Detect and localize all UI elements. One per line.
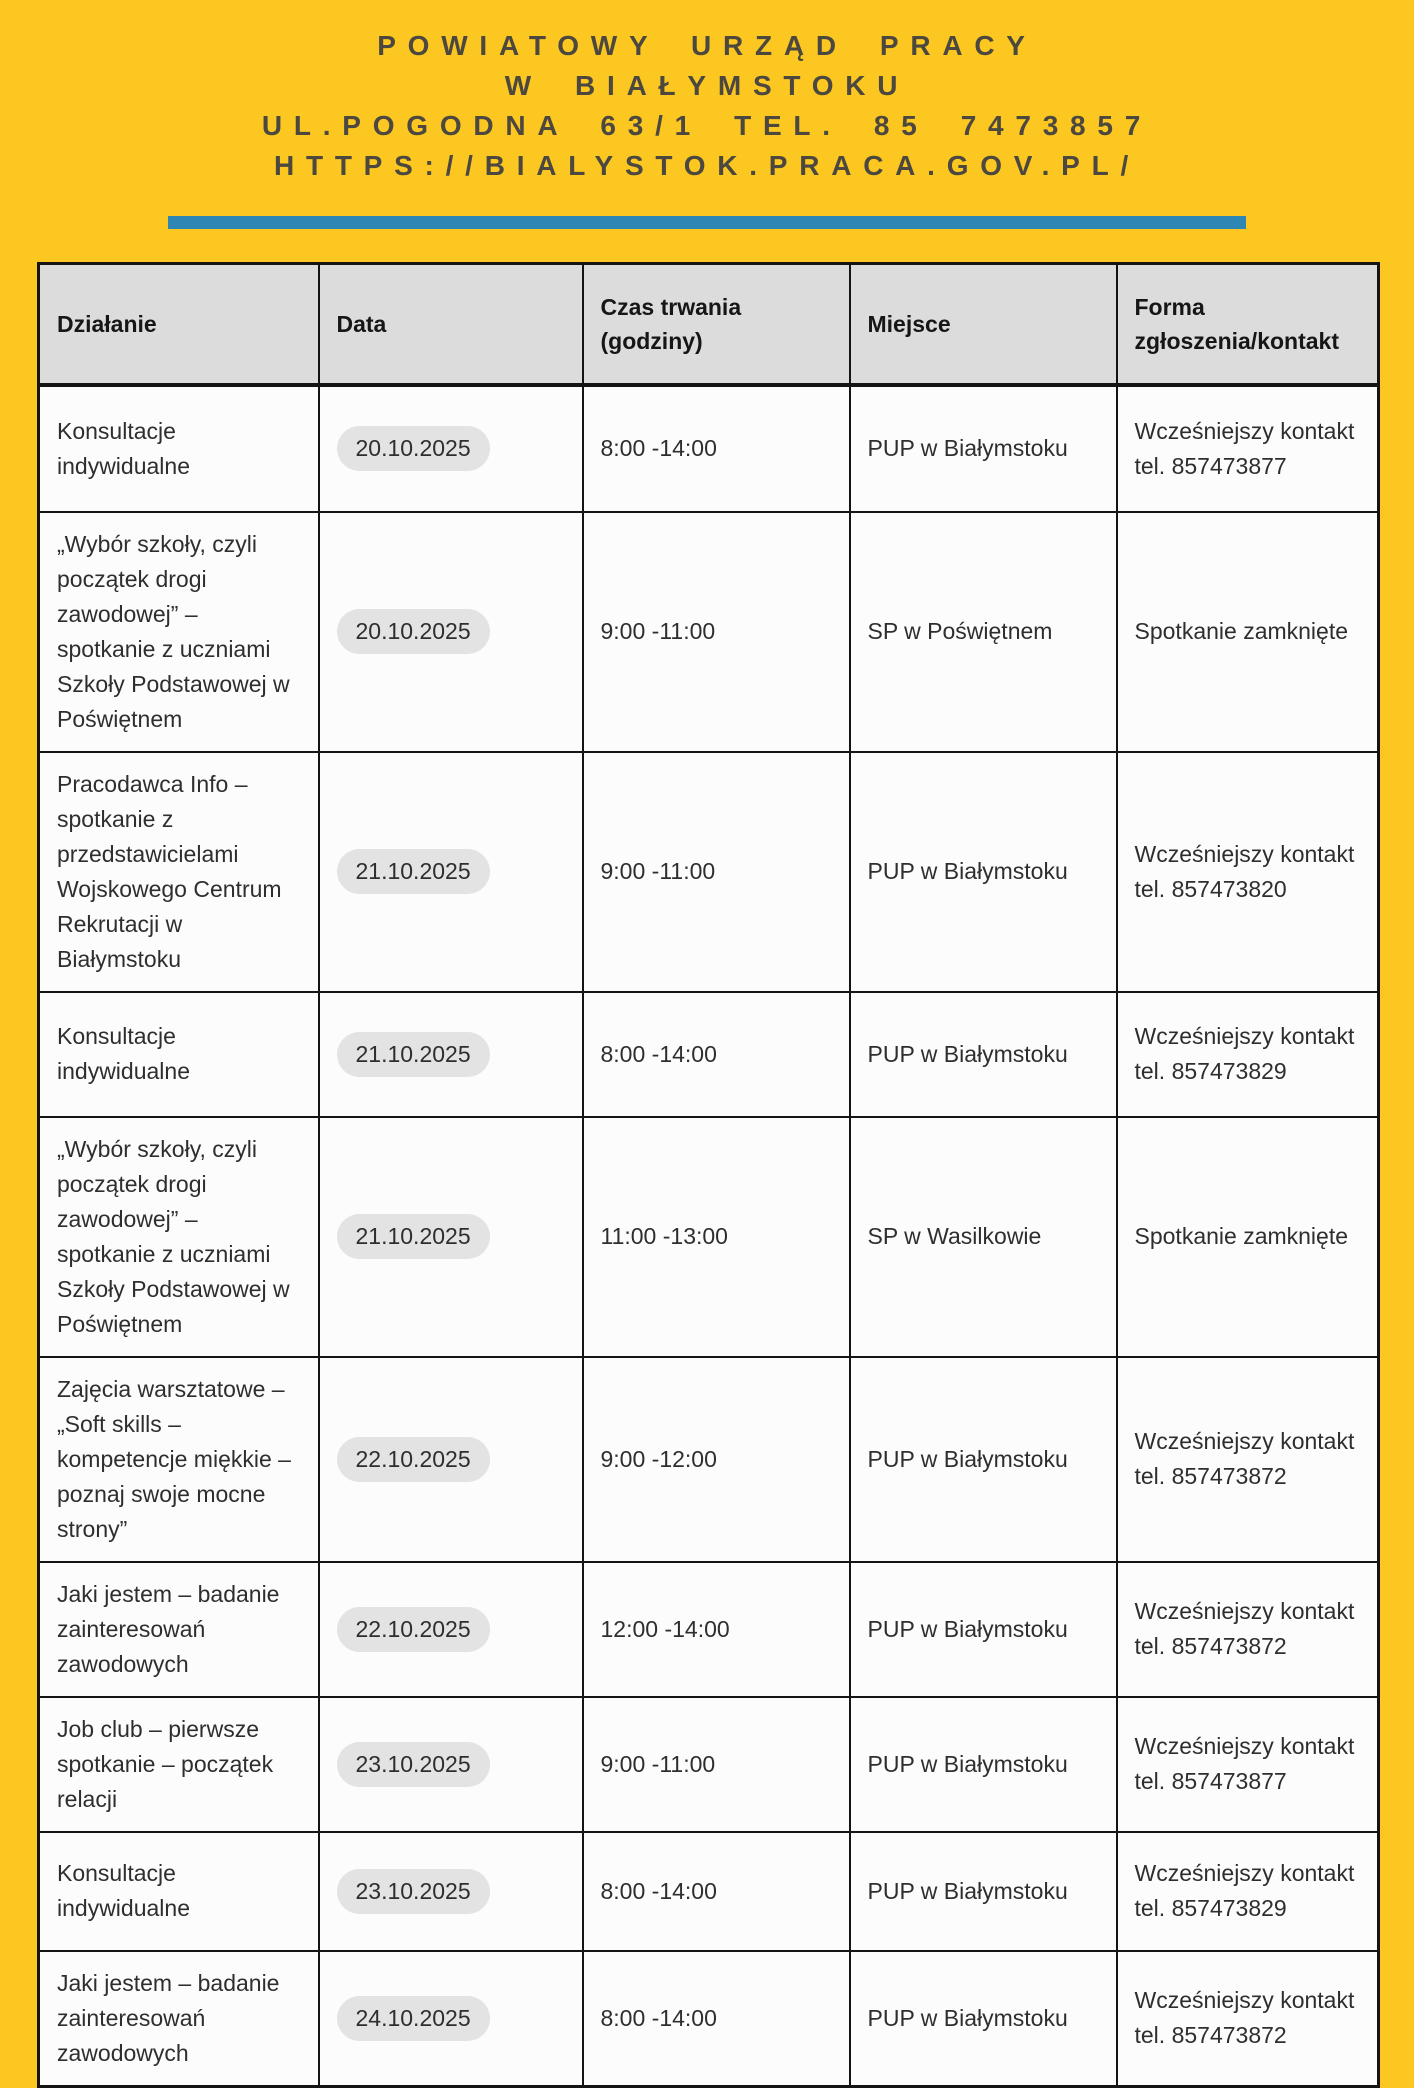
date-badge: 23.10.2025 xyxy=(337,1742,490,1787)
schedule-table xyxy=(37,262,1380,2088)
duration-cell: 8:00 -14:00 xyxy=(583,1951,850,2087)
letterhead xyxy=(0,0,1414,186)
date-cell xyxy=(319,992,583,1117)
activity-cell: Zajęcia warsztatowe – „Soft skills – kompetencje miękkie – poznaj swoje mocne strony” xyxy=(39,1357,319,1562)
place-cell: SP w Poświętnem xyxy=(850,512,1117,752)
place-cell: PUP w Białymstoku xyxy=(850,992,1117,1117)
col-header-activity: Działanie xyxy=(39,264,319,385)
col-header-date: Data xyxy=(319,264,583,385)
activity-cell: Jaki jestem – badanie zainteresowań zawodowych xyxy=(39,1562,319,1697)
contact-cell: Spotkanie zamknięte xyxy=(1117,1117,1379,1357)
letterhead-line-url: HTTPS://BIALYSTOK.PRACA.GOV.PL/ xyxy=(273,150,1141,181)
contact-cell: Wcześniejszy kontakt tel. 857473877 xyxy=(1117,385,1379,512)
duration-cell: 8:00 -14:00 xyxy=(583,385,850,512)
date-cell xyxy=(319,1357,583,1562)
date-badge: 22.10.2025 xyxy=(337,1437,490,1482)
contact-cell: Wcześniejszy kontakt tel. 857473872 xyxy=(1117,1562,1379,1697)
duration-cell: 9:00 -11:00 xyxy=(583,1697,850,1832)
contact-cell: Wcześniejszy kontakt tel. 857473829 xyxy=(1117,1832,1379,1951)
table-row xyxy=(39,1832,1379,1951)
table-row xyxy=(39,992,1379,1117)
col-header-contact: Forma zgłoszenia/kontakt xyxy=(1117,264,1379,385)
table-row xyxy=(39,1951,1379,2087)
letterhead-line-city: W BIAŁYMSTOKU xyxy=(504,70,910,101)
table-row xyxy=(39,385,1379,512)
table-row xyxy=(39,1117,1379,1357)
contact-cell: Spotkanie zamknięte xyxy=(1117,512,1379,752)
duration-cell: 11:00 -13:00 xyxy=(583,1117,850,1357)
duration-cell: 9:00 -12:00 xyxy=(583,1357,850,1562)
date-badge: 24.10.2025 xyxy=(337,1996,490,2041)
duration-cell: 8:00 -14:00 xyxy=(583,992,850,1117)
table-row xyxy=(39,1697,1379,1832)
place-cell: PUP w Białymstoku xyxy=(850,752,1117,992)
duration-cell: 9:00 -11:00 xyxy=(583,752,850,992)
contact-cell: Wcześniejszy kontakt tel. 857473820 xyxy=(1117,752,1379,992)
place-cell: PUP w Białymstoku xyxy=(850,1357,1117,1562)
place-cell: PUP w Białymstoku xyxy=(850,1562,1117,1697)
duration-cell: 9:00 -11:00 xyxy=(583,512,850,752)
place-cell: PUP w Białymstoku xyxy=(850,1832,1117,1951)
place-cell: PUP w Białymstoku xyxy=(850,1697,1117,1832)
duration-cell: 8:00 -14:00 xyxy=(583,1832,850,1951)
date-cell xyxy=(319,512,583,752)
date-badge: 21.10.2025 xyxy=(337,1214,490,1259)
date-badge: 21.10.2025 xyxy=(337,849,490,894)
contact-cell: Wcześniejszy kontakt tel. 857473877 xyxy=(1117,1697,1379,1832)
date-badge: 20.10.2025 xyxy=(337,609,490,654)
date-cell xyxy=(319,1951,583,2087)
activity-cell: Konsultacje indywidualne xyxy=(39,1832,319,1951)
date-badge: 23.10.2025 xyxy=(337,1869,490,1914)
activity-cell: Konsultacje indywidualne xyxy=(39,385,319,512)
letterhead-line-address-phone: UL.POGODNA 63/1 TEL. 85 7473857 xyxy=(261,110,1153,141)
date-cell xyxy=(319,1697,583,1832)
activity-cell: Jaki jestem – badanie zainteresowań zawodowych xyxy=(39,1951,319,2087)
table-row xyxy=(39,1562,1379,1697)
place-cell: SP w Wasilkowie xyxy=(850,1117,1117,1357)
activity-cell: Job club – pierwsze spotkanie – początek relacji xyxy=(39,1697,319,1832)
activity-cell: „Wybór szkoły, czyli początek drogi zawodowej” – spotkanie z uczniami Szkoły Podstawowej w Poświętnem xyxy=(39,512,319,752)
col-header-duration: Czas trwania (godziny) xyxy=(583,264,850,385)
header-row xyxy=(39,264,1379,385)
date-cell xyxy=(319,385,583,512)
table-row xyxy=(39,1357,1379,1562)
col-header-place: Miejsce xyxy=(850,264,1117,385)
contact-cell: Wcześniejszy kontakt tel. 857473872 xyxy=(1117,1357,1379,1562)
letterhead-line-org: POWIATOWY URZĄD PRACY xyxy=(377,30,1037,61)
table-row xyxy=(39,752,1379,992)
date-badge: 20.10.2025 xyxy=(337,426,490,471)
place-cell: PUP w Białymstoku xyxy=(850,385,1117,512)
accent-bar xyxy=(168,216,1246,229)
duration-cell: 12:00 -14:00 xyxy=(583,1562,850,1697)
contact-cell: Wcześniejszy kontakt tel. 857473829 xyxy=(1117,992,1379,1117)
contact-cell: Wcześniejszy kontakt tel. 857473872 xyxy=(1117,1951,1379,2087)
date-badge: 22.10.2025 xyxy=(337,1607,490,1652)
date-cell xyxy=(319,1562,583,1697)
date-cell xyxy=(319,1117,583,1357)
activity-cell: „Wybór szkoły, czyli początek drogi zawodowej” – spotkanie z uczniami Szkoły Podstawowej w Poświętnem xyxy=(39,1117,319,1357)
activity-cell: Pracodawca Info – spotkanie z przedstawicielami Wojskowego Centrum Rekrutacji w Białymstoku xyxy=(39,752,319,992)
table-row xyxy=(39,512,1379,752)
activity-cell: Konsultacje indywidualne xyxy=(39,992,319,1117)
date-cell xyxy=(319,752,583,992)
date-cell xyxy=(319,1832,583,1951)
place-cell: PUP w Białymstoku xyxy=(850,1951,1117,2087)
date-badge: 21.10.2025 xyxy=(337,1032,490,1077)
